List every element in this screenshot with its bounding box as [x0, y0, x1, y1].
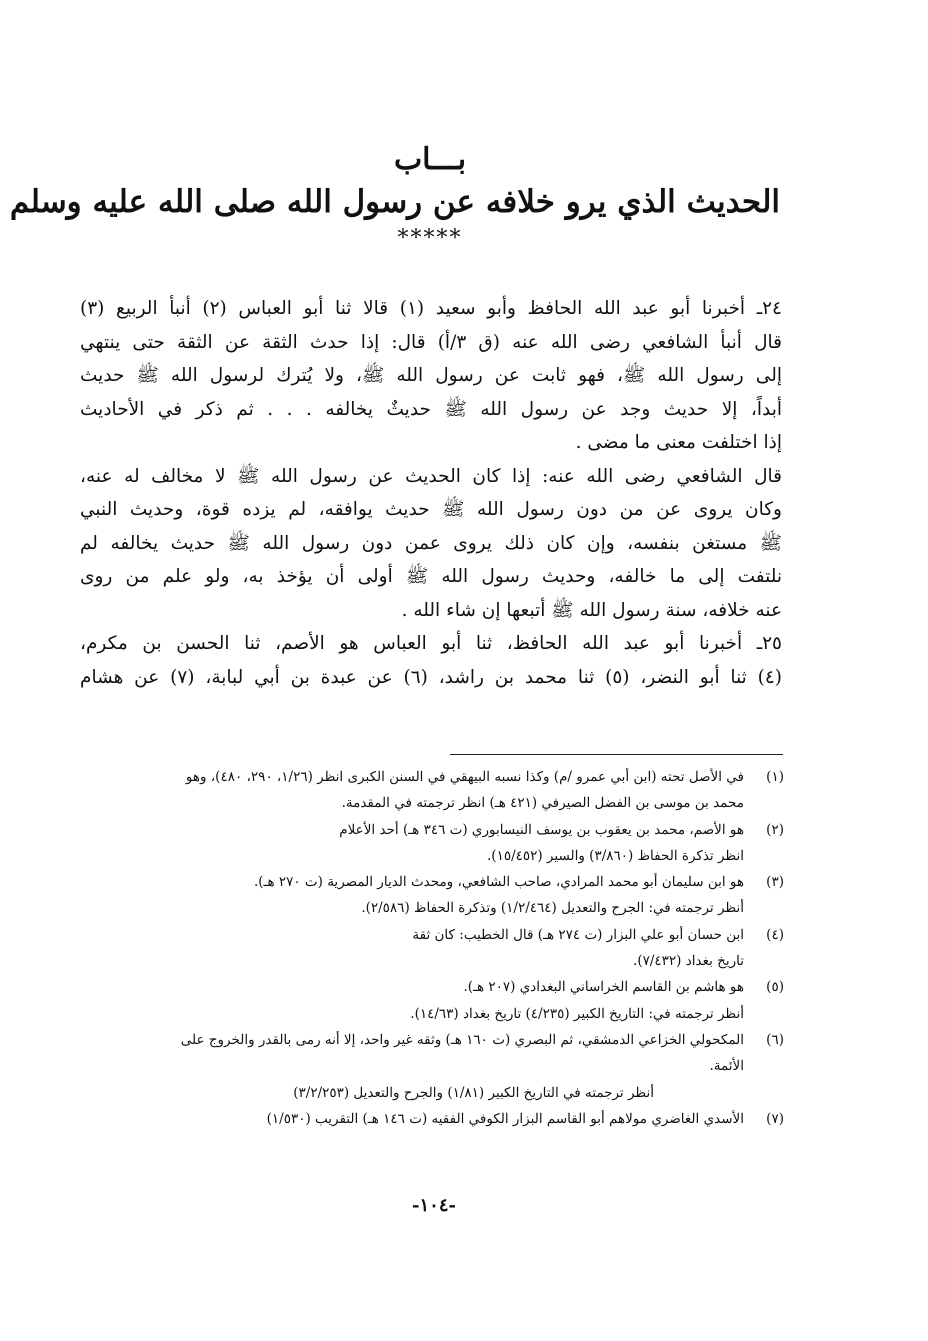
- page-number: -١٠٤-: [412, 1195, 456, 1216]
- footnote-line: [78, 843, 784, 869]
- footnote-text: هو هاشم بن القاسم الخراساني البغدادي (٢٠٧ هـ).: [463, 979, 744, 996]
- footnote-line: [78, 974, 784, 1000]
- footnote-number: (٥): [766, 979, 784, 996]
- footnote-line: [78, 948, 784, 974]
- footnote-line: [78, 1053, 784, 1079]
- footnote-text: أنظر ترجمته في: التاريخ الكبير (٤/٢٣٥) تاريخ بغداد (١٤/٦٣).: [410, 1005, 744, 1022]
- footnote-text: أنظر ترجمته في التاريخ الكبير (١/٨١) والجرح والتعديل (٣/٢/٢٥٣): [293, 1084, 654, 1101]
- footnote-text: الأسدي الغاضري مولاهم أبو القاسم البزار الكوفي الفقيه (ت ١٤٦ هـ) التقريب (١/٥٣٠): [266, 1110, 744, 1127]
- footnote-number: (٧): [766, 1110, 784, 1127]
- text-line: قال الشافعي رضى الله عنه: إذا كان الحديث عن رسول الله ﷺ لا مخالف له عنه،: [80, 465, 782, 487]
- footnote-line: [78, 895, 784, 921]
- text-line: عنه خلافه، سنة رسول الله ﷺ أتبعها إن شاء الله .: [401, 599, 782, 621]
- footnote-separator: [450, 754, 783, 755]
- text-line: أبداً، إلا حديث وجد عن رسول الله ﷺ حديثٌ يخالفه . . . ثم ذكر في الأحاديث: [80, 398, 782, 420]
- footnotes: [78, 764, 784, 1132]
- text-line: نلتفت إلى ما خالفه، وحديث رسول الله ﷺ أولى أن يؤخذ به، ولو علم من روى: [80, 566, 782, 587]
- footnote-text: محمد بن موسى بن الفضل الصيرفي (٤٢١ هـ) انظر ترجمته في المقدمة.: [341, 795, 744, 812]
- footnote-number: (٢): [766, 821, 784, 838]
- footnote-text: المكحولي الخزاعي الدمشقي، ثم البصري (ت ١٦٠ هـ) وثقه غير واحد، إلا أنه رمى بالقدر والخروج على: [180, 1031, 744, 1048]
- footnote-line: [78, 764, 784, 790]
- footnote-text: تاريخ بغداد (٧/٤٣٢).: [633, 953, 744, 970]
- text-line: (٤) ثنا أبو النضر، (٥) ثنا محمد بن راشد، (٦) عن عبدة بن أبي لبابة، (٧) عن هشام: [80, 666, 782, 688]
- footnote-line: [78, 1001, 784, 1027]
- footnote-line: [78, 817, 784, 843]
- stars-divider: *****: [397, 226, 463, 251]
- footnote-number: (٦): [766, 1031, 784, 1048]
- chapter-title: الحديث الذي يرو خلافه عن رسول الله صلى الله عليه وسلم: [9, 184, 780, 220]
- chapter-heading: [9, 140, 780, 254]
- footnote-line: [78, 922, 784, 948]
- text-line: ٢٤ـ أخبرنا أبو عبد الله الحافظ وأبو سعيد (١) قالا ثنا أبو العباس (٢) أنبأ الربيع (٣): [80, 298, 782, 319]
- chapter-word: بـــاب: [393, 142, 467, 177]
- footnote-text: أنظر ترجمته في: الجرح والتعديل (١/٢/٤٦٤) وتذكرة الحفاظ (٢/٥٨٦).: [361, 900, 744, 917]
- text-line: ٢٥ـ أخبرنا أبو عبد الله الحافظ، ثنا أبو العباس هو الأصم، ثنا الحسن بن مكرم،: [80, 633, 782, 654]
- footnote-text: هو ابن سليمان أبو محمد المرادي، صاحب الشافعي، ومحدث الديار المصرية (ت ٢٧٠ هـ).: [253, 874, 744, 891]
- text-line: وكان يروى عن من دون رسول الله ﷺ حديث يوافقه، لم يزده قوة، وحديث النبي: [80, 499, 782, 520]
- footnote-line: [78, 790, 784, 816]
- text-line: إذا اختلفت معنى ما مضى .: [575, 432, 782, 453]
- footnote-line: [78, 1027, 784, 1053]
- footnote-line: [78, 869, 784, 895]
- footnote-line: [78, 1080, 784, 1106]
- text-line: ﷺ مستغن بنفسه، وإن كان ذلك يروى عمن دون رسول الله ﷺ حديث يخالفه لم: [80, 532, 782, 554]
- footnote-text: انظر تذكرة الحفاظ (٣/٨٦٠) والسير (١٥/٤٥٢).: [487, 847, 744, 864]
- footnote-text: الأئمة.: [709, 1058, 744, 1075]
- main-text: [80, 292, 782, 694]
- text-line: قال أنبأ الشافعي رضى الله عنه (ق ٣/أ) قال: إذا حدث الثقة عن الثقة حتى ينتهي: [80, 331, 782, 353]
- footnote-text: هو الأصم، محمد بن يعقوب بن يوسف النيسابوري (ت ٣٤٦ هـ) أحد الأعلام: [339, 821, 744, 838]
- footnote-line: [78, 1106, 784, 1132]
- text-line: إلى رسول الله ﷺ، فهو ثابت عن رسول الله ﷺ، ولا يُترك لرسول الله ﷺ حديث: [80, 365, 782, 386]
- footnote-text: ابن حسان أبو علي البزار (ت ٢٧٤ هـ) قال الخطيب: كان ثقة: [412, 926, 744, 943]
- footnote-number: (١): [766, 769, 784, 785]
- footnote-number: (٣): [766, 874, 784, 891]
- footnote-text: في الأصل تحته (ابن أبي عمرو /م) وكذا نسبه البيهقي في السنن الكبرى انظر (١/٢٦، ٢٩٠، ٤٨٠)، وهو: [185, 769, 744, 785]
- footnote-number: (٤): [766, 926, 784, 943]
